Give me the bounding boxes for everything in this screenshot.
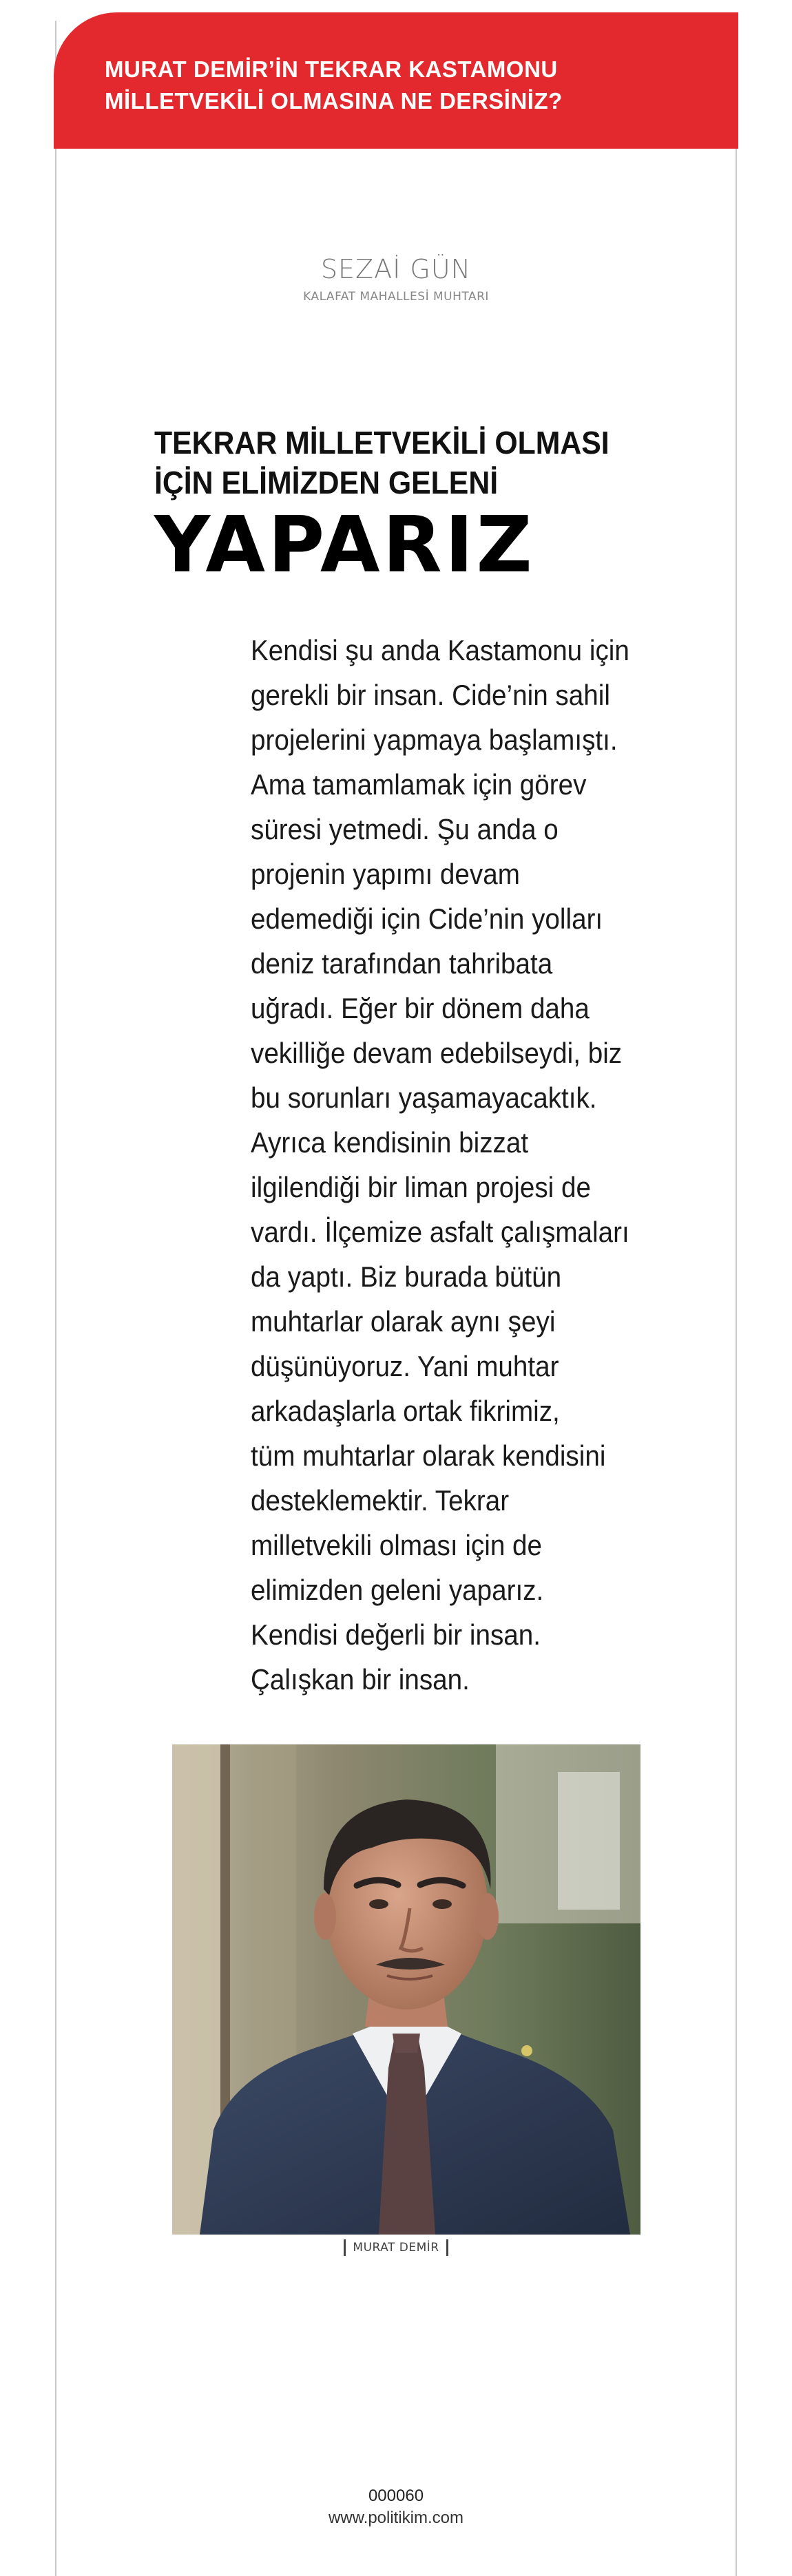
body-line: edemediği için Cide’nin yolları — [251, 902, 603, 935]
headline-line-1: TEKRAR MİLLETVEKİLİ OLMASI — [154, 425, 609, 461]
author-title: KALAFAT MAHALLESİ MUHTARI — [303, 290, 489, 304]
portrait-illustration — [172, 1744, 640, 2235]
headline-line-2: İÇİN ELİMİZDEN GELENİ — [154, 465, 499, 500]
body-line: arkadaşlarla ortak fikrimiz, — [251, 1395, 560, 1427]
author-name: SEZAİ GÜN — [320, 254, 472, 284]
body-line: da yaptı. Biz burada bütün — [251, 1260, 562, 1293]
body-line: süresi yetmedi. Şu anda o — [251, 813, 559, 845]
caption-text: MURAT DEMİR — [353, 2241, 439, 2255]
body-line: tüm muhtarlar olarak kendisini — [251, 1439, 606, 1472]
body-line: vardı. İlçemize asfalt çalışmaları — [251, 1216, 629, 1248]
header-title-line-1: MURAT DEMİR’İN TEKRAR KASTAMONU — [105, 56, 558, 82]
body-line: ilgilendiği bir liman projesi de — [251, 1171, 591, 1203]
body-line: Çalışkan bir insan. — [251, 1663, 470, 1696]
body-line: desteklemektir. Tekrar — [251, 1484, 510, 1517]
page-footer — [55, 2485, 737, 2529]
caption-divider-right — [446, 2239, 448, 2256]
body-line: Kendisi şu anda Kastamonu için — [251, 634, 629, 666]
body-line: bu sorunları yaşamayacaktık. — [251, 1081, 597, 1114]
header-banner — [54, 12, 738, 149]
header-title-line-2: MİLLETVEKİLİ OLMASINA NE DERSİNİZ? — [105, 88, 563, 114]
header-title — [105, 54, 738, 117]
body-line: muhtarlar olarak aynı şeyi — [251, 1305, 556, 1338]
article-body — [251, 628, 631, 1702]
body-line: vekilliğe devam edebilseydi, biz — [251, 1037, 623, 1069]
photo-caption — [55, 2237, 737, 2258]
body-line: milletvekili olması için de — [251, 1529, 543, 1561]
portrait-photo — [172, 1744, 640, 2235]
body-line: düşünüyoruz. Yani muhtar — [251, 1350, 559, 1382]
author-block — [55, 253, 737, 304]
body-line: uğradı. Eğer bir dönem daha — [251, 992, 590, 1024]
body-line: projenin yapımı devam — [251, 858, 520, 890]
headline — [154, 423, 678, 590]
body-line: gerekli bir insan. Cide’nin sahil — [251, 679, 610, 711]
body-line: projelerini yapmaya başlamıştı. — [251, 724, 618, 756]
body-line: deniz tarafından tahribata — [251, 947, 553, 980]
site-url[interactable]: www.politikim.com — [328, 2509, 464, 2527]
page-number: 000060 — [368, 2487, 424, 2505]
body-line: elimizden geleni yaparız. — [251, 1574, 544, 1606]
caption-divider-left — [344, 2239, 346, 2256]
body-line: Ayrıca kendisinin bizzat — [251, 1126, 529, 1159]
headline-big: YAPARIZ — [154, 500, 535, 590]
body-line: Kendisi değerli bir insan. — [251, 1618, 541, 1651]
body-line: Ama tamamlamak için görev — [251, 768, 587, 801]
